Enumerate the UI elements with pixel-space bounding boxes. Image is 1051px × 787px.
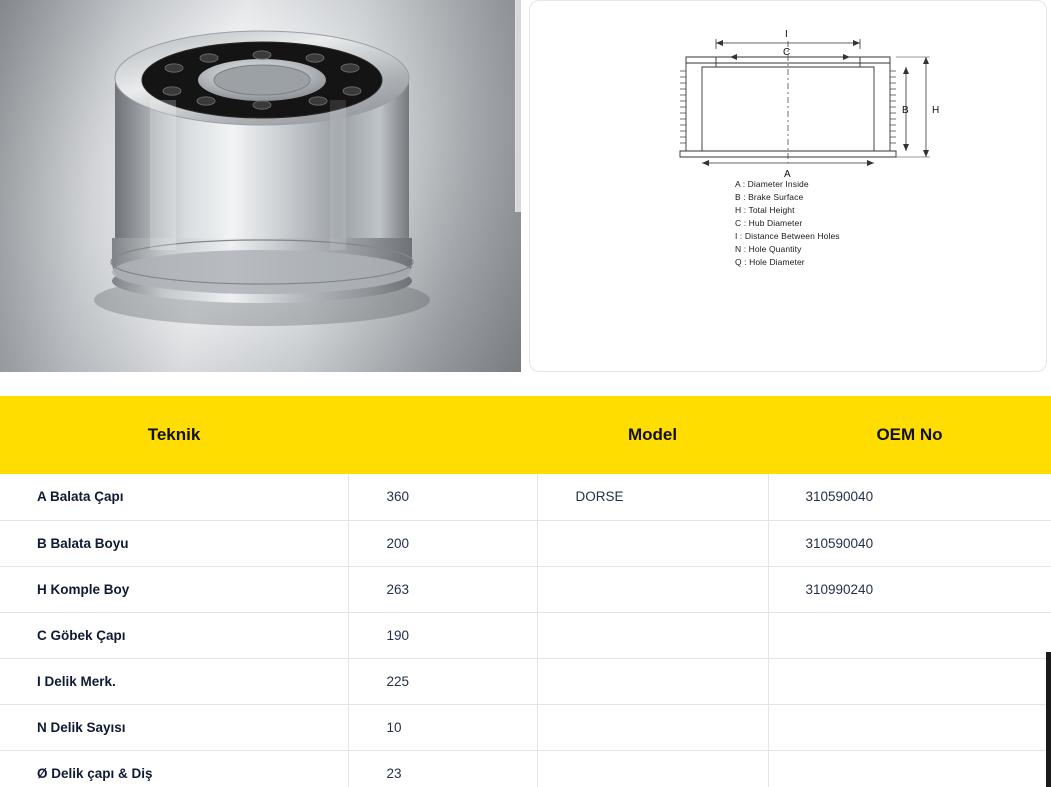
photo-scrollbar-thumb[interactable] <box>516 0 521 212</box>
legend-item: I : Distance Between Holes <box>735 231 840 241</box>
row-model <box>537 612 768 658</box>
row-label: B Balata Boyu <box>0 520 348 566</box>
row-label: A Balata Çapı <box>0 474 348 520</box>
row-model <box>537 520 768 566</box>
row-oem <box>768 750 1051 787</box>
legend-item: H : Total Height <box>735 205 795 215</box>
row-model <box>537 566 768 612</box>
row-value: 263 <box>348 566 537 612</box>
dim-label-h: H <box>932 105 940 116</box>
dim-label-a: A <box>784 169 791 180</box>
row-label: I Delik Merk. <box>0 658 348 704</box>
row-label: N Delik Sayısı <box>0 704 348 750</box>
column-header-value <box>348 396 537 474</box>
table-body <box>0 474 1051 787</box>
row-oem <box>768 658 1051 704</box>
row-oem <box>768 612 1051 658</box>
row-oem <box>768 704 1051 750</box>
dim-label-c: C <box>783 47 791 58</box>
table-row <box>0 750 1051 787</box>
table-row <box>0 566 1051 612</box>
specifications-table <box>0 396 1051 787</box>
table-head <box>0 396 1051 474</box>
table-row <box>0 704 1051 750</box>
row-oem: 310990240 <box>768 566 1051 612</box>
product-photo-panel <box>0 0 521 372</box>
dim-label-b: B <box>902 105 909 116</box>
row-value: 225 <box>348 658 537 704</box>
row-model <box>537 658 768 704</box>
row-oem: 310590040 <box>768 474 1051 520</box>
legend-item: C : Hub Diameter <box>735 218 803 228</box>
technical-drawing-panel <box>529 0 1047 372</box>
row-value: 190 <box>348 612 537 658</box>
row-label: C Göbek Çapı <box>0 612 348 658</box>
table-row <box>0 612 1051 658</box>
specifications-table-wrapper <box>0 396 1051 787</box>
row-oem: 310590040 <box>768 520 1051 566</box>
row-value: 360 <box>348 474 537 520</box>
media-row <box>0 0 1051 372</box>
brake-drum-image <box>0 0 521 372</box>
legend-item: Q : Hole Diameter <box>735 257 805 267</box>
legend-item: B : Brake Surface <box>735 192 804 202</box>
table-row <box>0 474 1051 520</box>
table-row <box>0 658 1051 704</box>
page-scrollbar-thumb[interactable] <box>1046 652 1051 787</box>
legend-item: N : Hole Quantity <box>735 244 802 254</box>
table-header-row <box>0 396 1051 474</box>
row-label: Ø Delik çapı & Diş <box>0 750 348 787</box>
table-row <box>0 520 1051 566</box>
row-model <box>537 750 768 787</box>
drawing-legend <box>735 178 840 269</box>
row-value: 23 <box>348 750 537 787</box>
column-header-oem: OEM No <box>768 396 1051 474</box>
row-value: 200 <box>348 520 537 566</box>
row-model <box>537 704 768 750</box>
row-value: 10 <box>348 704 537 750</box>
legend-item: A : Diameter Inside <box>735 179 809 189</box>
dim-label-i: I <box>785 29 788 40</box>
column-header-model: Model <box>537 396 768 474</box>
photo-scrollbar[interactable] <box>515 0 521 212</box>
column-header-teknik: Teknik <box>0 396 348 474</box>
row-model: DORSE <box>537 474 768 520</box>
row-label: H Komple Boy <box>0 566 348 612</box>
